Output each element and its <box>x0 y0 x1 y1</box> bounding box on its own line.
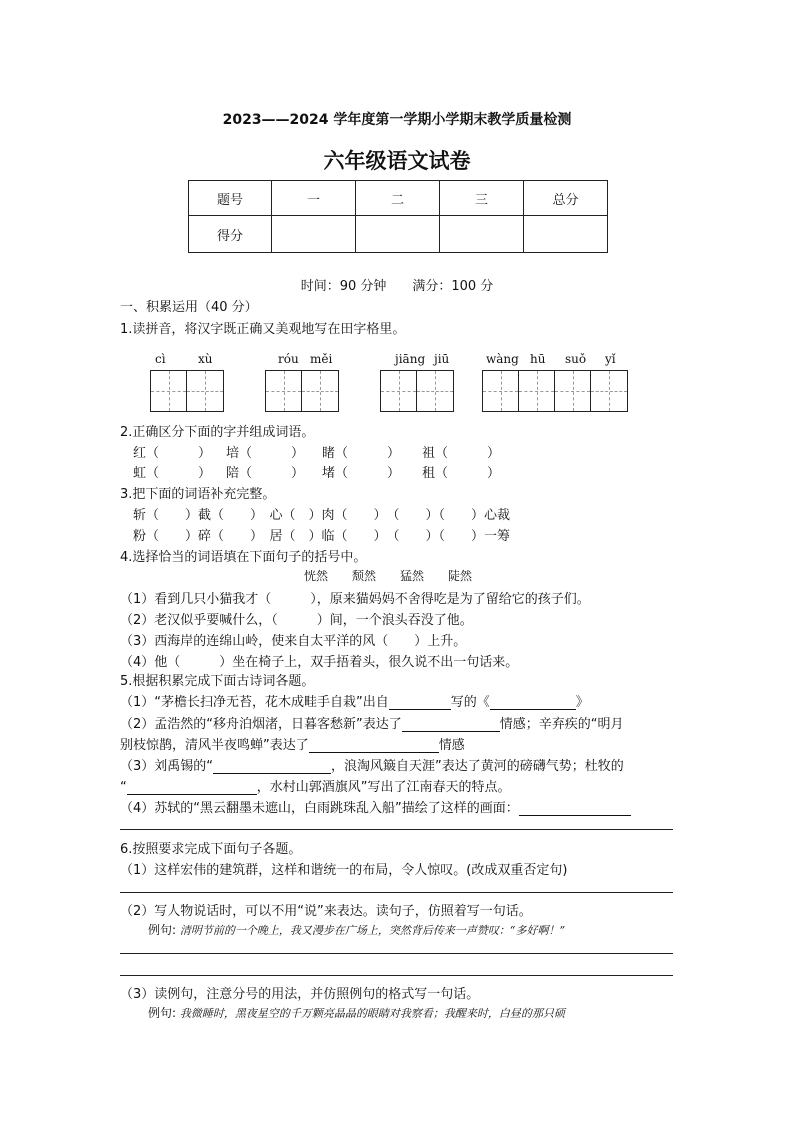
time-info: 时间：90 分钟 满分：100 分 <box>300 279 494 294</box>
example-text: 我微睡时，黑夜星空的千万颗亮晶晶的眼睛对我察看；我醒来时，白昼的那只硕 <box>179 1007 565 1020</box>
q2-word: 堵（ ） <box>322 466 401 481</box>
score-input-cell[interactable] <box>524 216 608 253</box>
q5-item3 <box>120 755 624 774</box>
section1-heading: 一、积累运用（40 分） <box>120 300 258 315</box>
q2-word: 红（ ） <box>133 446 212 461</box>
tianzi-cell[interactable] <box>266 371 302 411</box>
q5-text: （3）刘禹锡的“ <box>120 759 214 774</box>
answer-blank[interactable] <box>389 695 451 710</box>
example-text: 清明节前的一个晚上，我又漫步在广场上，突然背后传来一声赞叹：“多好啊！” <box>179 924 566 937</box>
q4-options: 恍然 颓然 猛然 陡然 <box>304 569 473 583</box>
pinyin: wàng <box>486 352 519 366</box>
pinyin: xù <box>198 352 213 366</box>
answer-line[interactable] <box>120 975 673 976</box>
q2-word: 祖（ ） <box>422 446 501 461</box>
q5-text: ，水村山郭酒旗风”写出了江南春天的特点。 <box>256 780 511 795</box>
answer-line[interactable] <box>120 892 673 893</box>
q5-item2 <box>120 713 624 732</box>
score-input-cell[interactable] <box>272 216 356 253</box>
tianzi-cell[interactable] <box>187 371 223 411</box>
pinyin: jiū <box>434 352 450 366</box>
tianzi-cell[interactable] <box>519 371 555 411</box>
q5-text: 情感 <box>438 738 465 753</box>
exam-title: 2023——2024 学年度第一学期小学期末教学质量检测 <box>222 112 572 128</box>
q6-item2: （2）写人物说话时，可以不用“说”来表达。读句子，仿照着写一句话。 <box>120 904 532 919</box>
pinyin: měi <box>310 352 333 366</box>
q2-word: 睹（ ） <box>322 446 401 461</box>
q3-row: 粉（ ）碎（ ） 居（ ）临（ ） （ ）（ ）一筹 <box>133 529 511 544</box>
answer-blank[interactable] <box>309 738 439 753</box>
q6-example <box>148 921 565 938</box>
example-label: 例句: <box>148 1006 177 1020</box>
q6-example <box>148 1004 565 1021</box>
tianzi-cell[interactable] <box>591 371 627 411</box>
answer-blank[interactable] <box>213 759 331 774</box>
q5-text: ，浪淘风簸自天涯”表达了黄河的磅礴气势；杜牧的 <box>331 759 624 774</box>
tianzi-grid[interactable] <box>482 370 628 412</box>
q4-item: （1）看到几只小猫我才（ ），原来猫妈妈不舍得吃是为了留给它的孩子们。 <box>120 592 590 607</box>
q6-prompt: 6.按照要求完成下面句子各题。 <box>120 842 302 857</box>
tianzi-cell[interactable] <box>381 371 417 411</box>
answer-blank[interactable] <box>127 780 257 795</box>
answer-blank[interactable] <box>490 695 576 710</box>
pinyin: suǒ <box>565 352 587 366</box>
score-label-cell: 得分 <box>189 216 272 253</box>
score-header-cell: 总分 <box>524 181 608 216</box>
q5-text: 情感；辛弃疾的“明月 <box>499 717 624 732</box>
score-input-cell[interactable] <box>356 216 440 253</box>
answer-line[interactable] <box>120 829 673 830</box>
pinyin: jiāng <box>395 352 426 366</box>
pinyin: yǐ <box>605 352 616 366</box>
answer-blank[interactable] <box>519 801 631 816</box>
q5-item4 <box>120 797 631 816</box>
tianzi-grid[interactable] <box>265 370 339 412</box>
tianzi-cell[interactable] <box>151 371 187 411</box>
q4-item: （2）老汉似乎要喊什么，（ ）间，一个浪头吞没了他。 <box>120 613 473 628</box>
tianzi-grid[interactable] <box>380 370 454 412</box>
tianzi-grid[interactable] <box>150 370 224 412</box>
score-header-cell: 三 <box>440 181 524 216</box>
pinyin: cì <box>155 352 166 366</box>
q6-item3: （3）读例句，注意分号的用法，并仿照例句的格式写一句话。 <box>120 987 480 1002</box>
score-table <box>188 180 608 253</box>
q3-row: 斩（ ）截（ ） 心（ ）肉（ ） （ ）（ ）心裁 <box>133 508 511 523</box>
q5-text: （1）“茅檐长扫净无苔，花木成畦手自栽”出自 <box>120 695 389 710</box>
q4-prompt: 4.选择恰当的词语填在下面句子的括号中。 <box>120 550 367 565</box>
q5-text: （2）孟浩然的“移舟泊烟渚，日暮客愁新”表达了 <box>120 717 402 732</box>
q5-text: “ <box>120 780 127 795</box>
paper-title: 六年级语文试卷 <box>323 149 471 173</box>
q6-item1: （1）这样宏伟的建筑群，这样和谐统一的布局，令人惊叹。(改成双重否定句) <box>120 863 568 878</box>
score-header-cell: 题号 <box>189 181 272 216</box>
q4-item: （3）西海岸的连绵山岭，使来自太平洋的风（ ）上升。 <box>120 634 467 649</box>
tianzi-cell[interactable] <box>302 371 338 411</box>
q4-item: （4）他（ ）坐在椅子上，双手捂着头，很久说不出一句话来。 <box>120 655 519 670</box>
q5-item1 <box>120 691 589 710</box>
score-header-cell: 一 <box>272 181 356 216</box>
answer-line[interactable] <box>120 953 673 954</box>
q5-item3-cont <box>120 776 511 795</box>
q3-prompt: 3.把下面的词语补充完整。 <box>120 487 276 502</box>
q2-word: 培（ ） <box>226 446 305 461</box>
answer-blank[interactable] <box>402 717 500 732</box>
score-header-cell: 二 <box>356 181 440 216</box>
q2-word: 陪（ ） <box>226 466 305 481</box>
tianzi-cell[interactable] <box>483 371 519 411</box>
example-label: 例句: <box>148 923 177 937</box>
q2-prompt: 2.正确区分下面的字并组成词语。 <box>120 425 315 440</box>
q2-word: 租（ ） <box>422 466 501 481</box>
tianzi-cell[interactable] <box>417 371 453 411</box>
q5-item2-cont <box>120 734 465 753</box>
q5-text: 别枝惊鹊，清风半夜鸣蝉”表达了 <box>120 738 309 753</box>
q5-text: 写的《 <box>450 695 490 710</box>
q1-prompt: 1.读拼音，将汉字既正确又美观地写在田字格里。 <box>120 322 406 337</box>
q5-text: （4）苏轼的“黑云翻墨未遮山，白雨跳珠乱入船”描绘了这样的画面： <box>120 801 519 816</box>
q2-word: 虹（ ） <box>133 466 212 481</box>
pinyin: hū <box>530 352 546 366</box>
tianzi-cell[interactable] <box>555 371 591 411</box>
q5-prompt: 5.根据积累完成下面古诗词各题。 <box>120 674 315 689</box>
q5-text: 》 <box>575 695 589 710</box>
pinyin: róu <box>278 352 299 366</box>
score-input-cell[interactable] <box>440 216 524 253</box>
